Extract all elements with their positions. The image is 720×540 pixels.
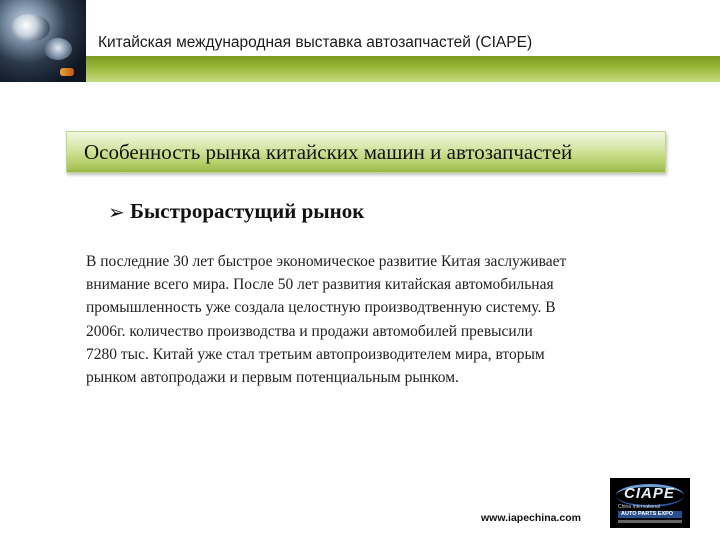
- bullet-heading: Быстрорастущий рынок: [130, 199, 365, 223]
- logo-chinese-text-strip: [618, 520, 682, 523]
- header-accent-band: [86, 56, 720, 82]
- paragraph-line: 7280 тыс. Китай уже стал третьим автопроизводителем мира, вторым: [86, 345, 545, 363]
- header-title: Китайская международная выставка автозапчастей (CIAPE): [98, 34, 533, 51]
- indicator-light-graphic: [60, 68, 74, 76]
- logo-subtitle: China International: [618, 504, 660, 510]
- body-paragraph: [86, 250, 646, 389]
- footer-url[interactable]: www.iapechina.com: [481, 512, 581, 524]
- header-photo: [0, 0, 86, 82]
- headlight-graphic: [10, 14, 50, 42]
- paragraph-line: 2006г. количество производства и продажи автомобилей превысили: [86, 322, 533, 340]
- paragraph-line: В последние 30 лет быстрое экономическое развитие Китая заслуживает: [86, 253, 567, 270]
- paragraph-line: внимание всего мира. После 50 лет развития китайская автомобильная: [86, 276, 554, 294]
- section-title: Особенность рынка китайских машин и автозапчастей: [84, 140, 573, 164]
- ciape-logo: [610, 478, 690, 528]
- logo-band-text: AUTO PARTS EXPO: [621, 511, 674, 517]
- paragraph-line: рынком автопродажи и первым потенциальным рынком.: [86, 369, 459, 387]
- headlight-graphic-secondary: [44, 38, 72, 60]
- logo-text: CIAPE: [624, 485, 675, 502]
- paragraph-line: промышленность уже создала целостную производтвенную систему. В: [86, 299, 556, 317]
- bullet-arrow-icon: ➢: [108, 202, 125, 224]
